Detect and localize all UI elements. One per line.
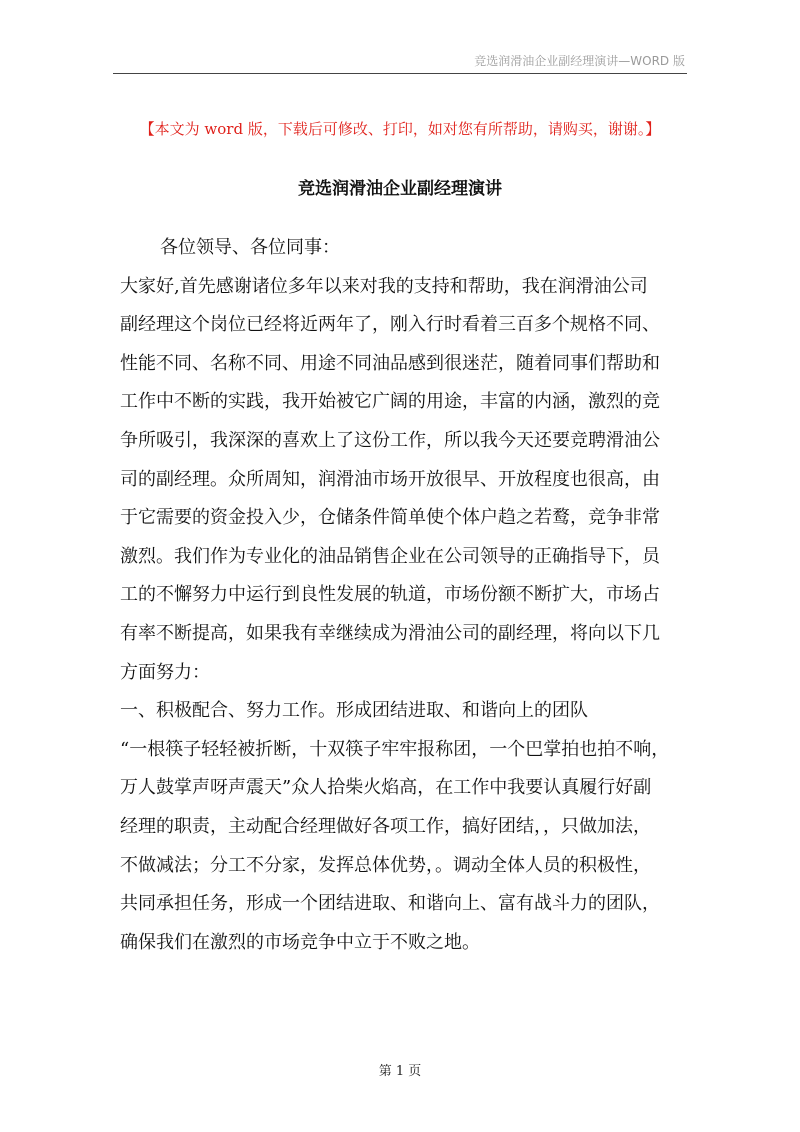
body-line: 确保我们在激烈的市场竞争中立于不败之地。 (120, 931, 480, 953)
body-line: 争所吸引，我深深的喜欢上了这份工作，所以我今天还要竞聘滑油公 (120, 429, 660, 451)
body-line: 有率不断提高，如果我有幸继续成为滑油公司的副经理，将向以下几 (120, 622, 660, 644)
running-header: 竞选润滑油企业副经理演讲—WORD 版 (474, 54, 685, 68)
body-line: 于它需要的资金投入少，仓储条件简单使个体户趋之若鹜，竞争非常 (120, 507, 660, 529)
body-line: 副经理这个岗位已经将近两年了，刚入行时看着三百多个规格不同、 (120, 314, 660, 336)
body-line: 不做减法；分工不分家，发挥总体优势，。调动全体人员的积极性， (120, 854, 651, 876)
body-line: 大家好,首先感谢诸位多年以来对我的支持和帮助，我在润滑油公司 (120, 275, 648, 297)
page-number: 第 1 页 (378, 1064, 422, 1079)
body-line: 工的不懈努力中运行到良性发展的轨道，市场份额不断扩大，市场占 (120, 584, 660, 606)
body-line: 司的副经理。众所周知，润滑油市场开放很早、开放程度也很高，由 (120, 468, 660, 490)
body-line: 激烈。我们作为专业化的油品销售企业在公司领导的正确指导下，员 (120, 545, 660, 567)
speech-body (120, 229, 690, 962)
body-line: 万人鼓掌声呀声震天”众人拾柴火焰高，在工作中我要认真履行好副 (120, 777, 652, 799)
header-divider (113, 73, 687, 74)
body-line: 共同承担任务，形成一个团结进取、和谐向上、富有战斗力的团队， (120, 893, 660, 915)
document-title: 竞选润滑油企业副经理演讲 (298, 179, 502, 199)
body-line: 经理的职责，主动配合经理做好各项工作，搞好团结，，只做加法， (120, 815, 651, 837)
body-line: “一根筷子轻轻被折断，十双筷子牢牢报称团，一个巴掌拍也拍不响， (120, 738, 670, 760)
body-line: 工作中不断的实践，我开始被它广阔的用途，丰富的内涵，激烈的竞 (120, 391, 660, 413)
body-line: 性能不同、名称不同、用途不同油品感到很迷茫，随着同事们帮助和 (120, 352, 660, 374)
section-heading: 一、积极配合、努力工作。形成团结进取、和谐向上的团队 (120, 700, 588, 722)
word-version-notice: 【本文为 word 版，下载后可修改、打印，如对您有所帮助，请购买，谢谢。】 (139, 120, 661, 138)
body-line: 方面努力： (120, 661, 210, 683)
salutation: 各位领导、各位同事： (160, 237, 340, 258)
